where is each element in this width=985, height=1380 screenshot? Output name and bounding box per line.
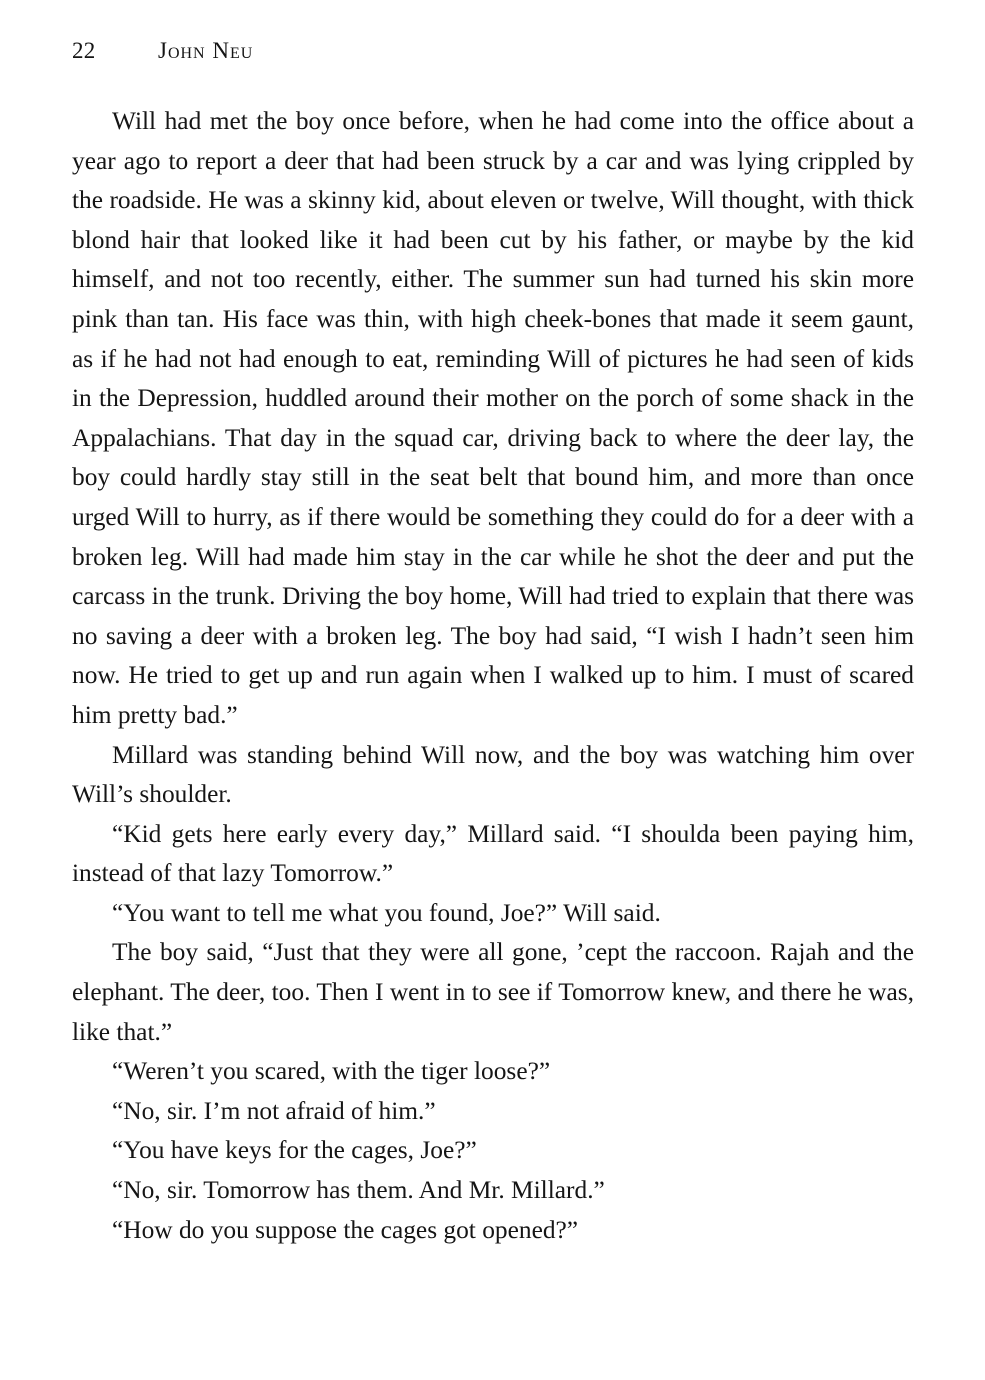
page-number: 22 (72, 38, 96, 63)
running-head-author: John Neu (158, 38, 254, 63)
paragraph: “Weren’t you scared, with the tiger loose?” (112, 1057, 551, 1086)
paragraph: “You want to tell me what you found, Joe?” Will said. (112, 898, 661, 927)
paragraph: “How do you suppose the cages got opened?” (112, 1215, 579, 1244)
paragraph: The boy said, “Just that they were all gone, ’cept the raccoon. Rajah and the elephant. The deer, too. Then I went in to see if Tomorrow knew, and there he was, like that.” (72, 938, 914, 1046)
running-header (72, 36, 253, 66)
paragraph: “Kid gets here early every day,” Millard said. “I shoulda been paying him, instead of that lazy Tomorrow.” (72, 819, 914, 888)
paragraph: “No, sir. I’m not afraid of him.” (112, 1096, 436, 1125)
paragraph: “No, sir. Tomorrow has them. And Mr. Millard.” (112, 1176, 605, 1205)
paragraph: Millard was standing behind Will now, and the boy was watching him over Will’s shoulder. (72, 740, 914, 809)
body-text (72, 102, 914, 1250)
paragraph: Will had met the boy once before, when he had come into the office about a year ago to report a deer that had been struck by a car and was lying crippled by the roadside. He was a skinny kid, about eleven or twelve, Will thought, with thick blond hair that looked like it had been cut by his father, or maybe by the kid himself, and not too recently, either. The summer sun had turned his skin more pink than tan. His face was thin, with high cheek-bones that made it seem gaunt, as if he had not had enough to eat, reminding Will of pictures he had seen of kids in the Depression, huddled around their mother on the porch of some shack in the Appalachians. That day in the squad car, driving back to where the deer lay, the boy could hardly stay still in the seat belt that bound him, and more than once urged Will to hurry, as if there would be something they could do for a deer with a broken leg. Will had made him stay in the car while he shot the deer and put the carcass in the trunk. Driving the boy home, Will had tried to explain that there was no saving a deer with a broken leg. The boy had said, “I wish I hadn’t seen him now. He tried to get up and run again when I walked up to him. I must of scared him pretty bad.” (72, 107, 914, 729)
paragraph: “You have keys for the cages, Joe?” (112, 1136, 477, 1165)
